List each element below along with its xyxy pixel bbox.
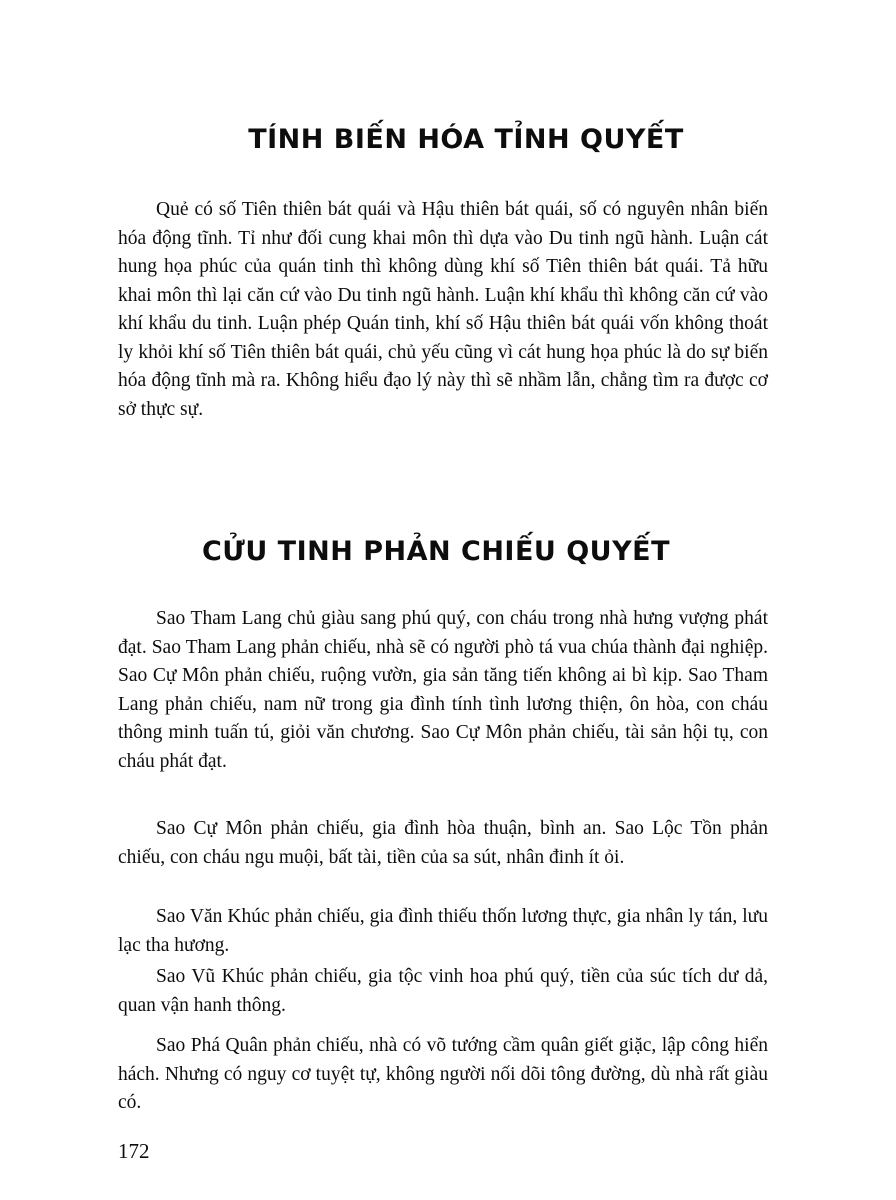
paragraph: Quẻ có số Tiên thiên bát quái và Hậu thiên bát quái, số có nguyên nhân biến hóa động tĩnh. Tỉ như đối cung khai môn thì dựa vào Du tinh ngũ hành. Luận cát hung họa phúc của quán tinh thì không dùng khí số Tiên thiên bát quái. Tả hữu khai môn thì lại căn cứ vào Du tinh ngũ hành. Luận khí khẩu thì không căn cứ vào khí khẩu du tinh. Luận phép Quán tinh, khí số Hậu thiên bát quái vốn không thoát ly khỏi khí số Tiên thiên bát quái, chủ yếu cũng vì cát hung họa phúc là do sự biến hóa động tĩnh mà ra. Không hiểu đạo lý này thì sẽ nhầm lẫn, chẳng tìm ra được cơ sở thực sự.	[118, 199, 768, 420]
paragraph: Sao Tham Lang chủ giàu sang phú quý, con cháu trong nhà hưng vượng phát đạt. Sao Tham Lang phản chiếu, nhà sẽ có người phò tá vua chúa thành đại nghiệp. Sao Cự Môn phản chiếu, ruộng vườn, gia sản tăng tiến không ai bì kịp. Sao Tham Lang phản chiếu, nam nữ trong gia đình tính tình lương thiện, ôn hòa, con cháu thông minh tuấn tú, giỏi văn chương. Sao Cự Môn phản chiếu, tài sản hội tụ, con cháu phát đạt.	[118, 608, 768, 772]
paragraph: Sao Vũ Khúc phản chiếu, gia tộc vinh hoa phú quý, tiền của súc tích dư dả, quan vận hanh thông.	[118, 966, 768, 1016]
paragraph: Sao Văn Khúc phản chiếu, gia đình thiếu thốn lương thực, gia nhân ly tán, lưu lạc tha hương.	[118, 906, 768, 956]
paragraph: Sao Phá Quân phản chiếu, nhà có võ tướng cầm quân giết giặc, lập công hiển hách. Nhưng có nguy cơ tuyệt tự, không người nối dõi tông đường, dù nhà rất giàu có.	[118, 1035, 768, 1113]
section-title-tinh-bien-hoa: TÍNH BIẾN HÓA TỈNH QUYẾT	[248, 124, 684, 155]
page-number: 172	[118, 1139, 150, 1163]
paragraph: Sao Cự Môn phản chiếu, gia đình hòa thuận, bình an. Sao Lộc Tồn phản chiếu, con cháu ngu muội, bất tài, tiền của sa sút, nhân đinh ít ỏi.	[118, 818, 768, 868]
section-title-cuu-tinh-phan-chieu: CỬU TINH PHẢN CHIẾU QUYẾT	[201, 536, 671, 567]
